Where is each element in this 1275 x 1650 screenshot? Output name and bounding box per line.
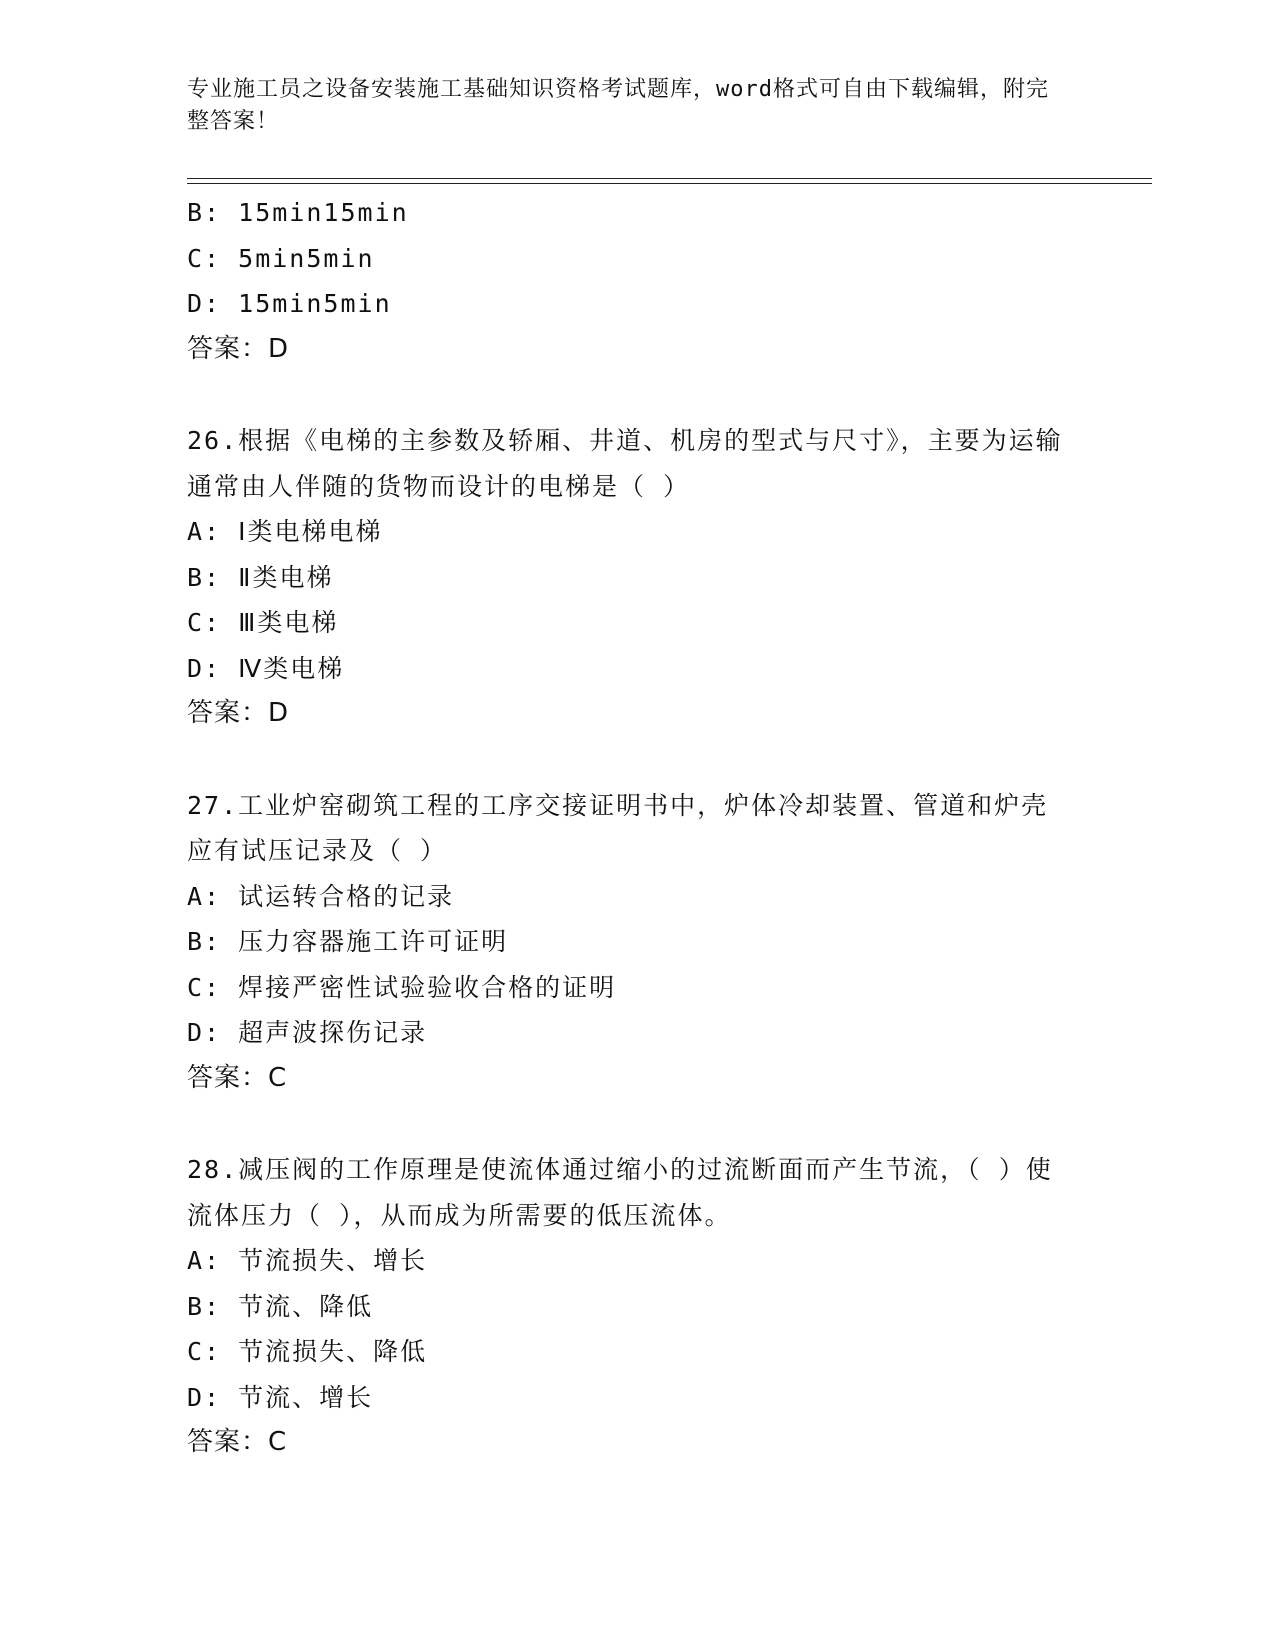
question-text: 28.减压阀的工作原理是使流体通过缩小的过流断面而产生节流，（ ）使流体压力（ ），从而成为所需要的低压流体。 (187, 1155, 1053, 1230)
option-c: C: Ⅲ类电梯 (187, 608, 339, 637)
question-text: 26.根据《电梯的主参数及轿厢、井道、机房的型式与尺寸》，主要为运输通常由人伴随的货物而设计的电梯是（ ） (187, 426, 1063, 501)
option-d: D: 15min5min (187, 289, 392, 318)
option-a: A: 试运转合格的记录 (187, 881, 455, 911)
option-b: B: 节流、降低 (187, 1291, 374, 1321)
answer-line: 答案：C (187, 1062, 288, 1093)
option-a: A: 节流损失、增长 (187, 1246, 428, 1275)
answer-line: 答案：D (187, 698, 290, 728)
question-26 (187, 418, 1087, 737)
option-b: B: 15min15min (187, 198, 409, 227)
option-b: B: Ⅱ类电梯 (187, 562, 334, 592)
answer-line: 答案：D (187, 333, 290, 364)
answer-line: 答案：C (187, 1427, 288, 1457)
option-c: C: 5min5min (187, 243, 375, 273)
header-divider-top (187, 178, 1152, 179)
option-d: D: 节流、增长 (187, 1382, 374, 1412)
question-28 (187, 1147, 1087, 1466)
option-d: D: Ⅳ类电梯 (187, 653, 345, 683)
option-c: C: 节流损失、降低 (187, 1337, 428, 1366)
question-text: 27.工业炉窑砌筑工程的工序交接证明书中，炉体冷却装置、管道和炉壳应有试压记录及（ ） (187, 790, 1049, 865)
document-header: 专业施工员之设备安装施工基础知识资格考试题库，word格式可自由下载编辑，附完整答案！ (187, 77, 1049, 134)
header-divider-bottom (187, 183, 1152, 184)
option-a: A: Ⅰ类电梯电梯 (187, 517, 383, 546)
option-b: B: 压力容器施工许可证明 (187, 927, 509, 956)
option-c: C: 焊接严密性试验验收合格的证明 (187, 972, 617, 1002)
question-list (187, 190, 1087, 1466)
option-d: D: 超声波探伤记录 (187, 1018, 428, 1047)
partial-question (187, 190, 1087, 372)
question-27 (187, 783, 1087, 1102)
